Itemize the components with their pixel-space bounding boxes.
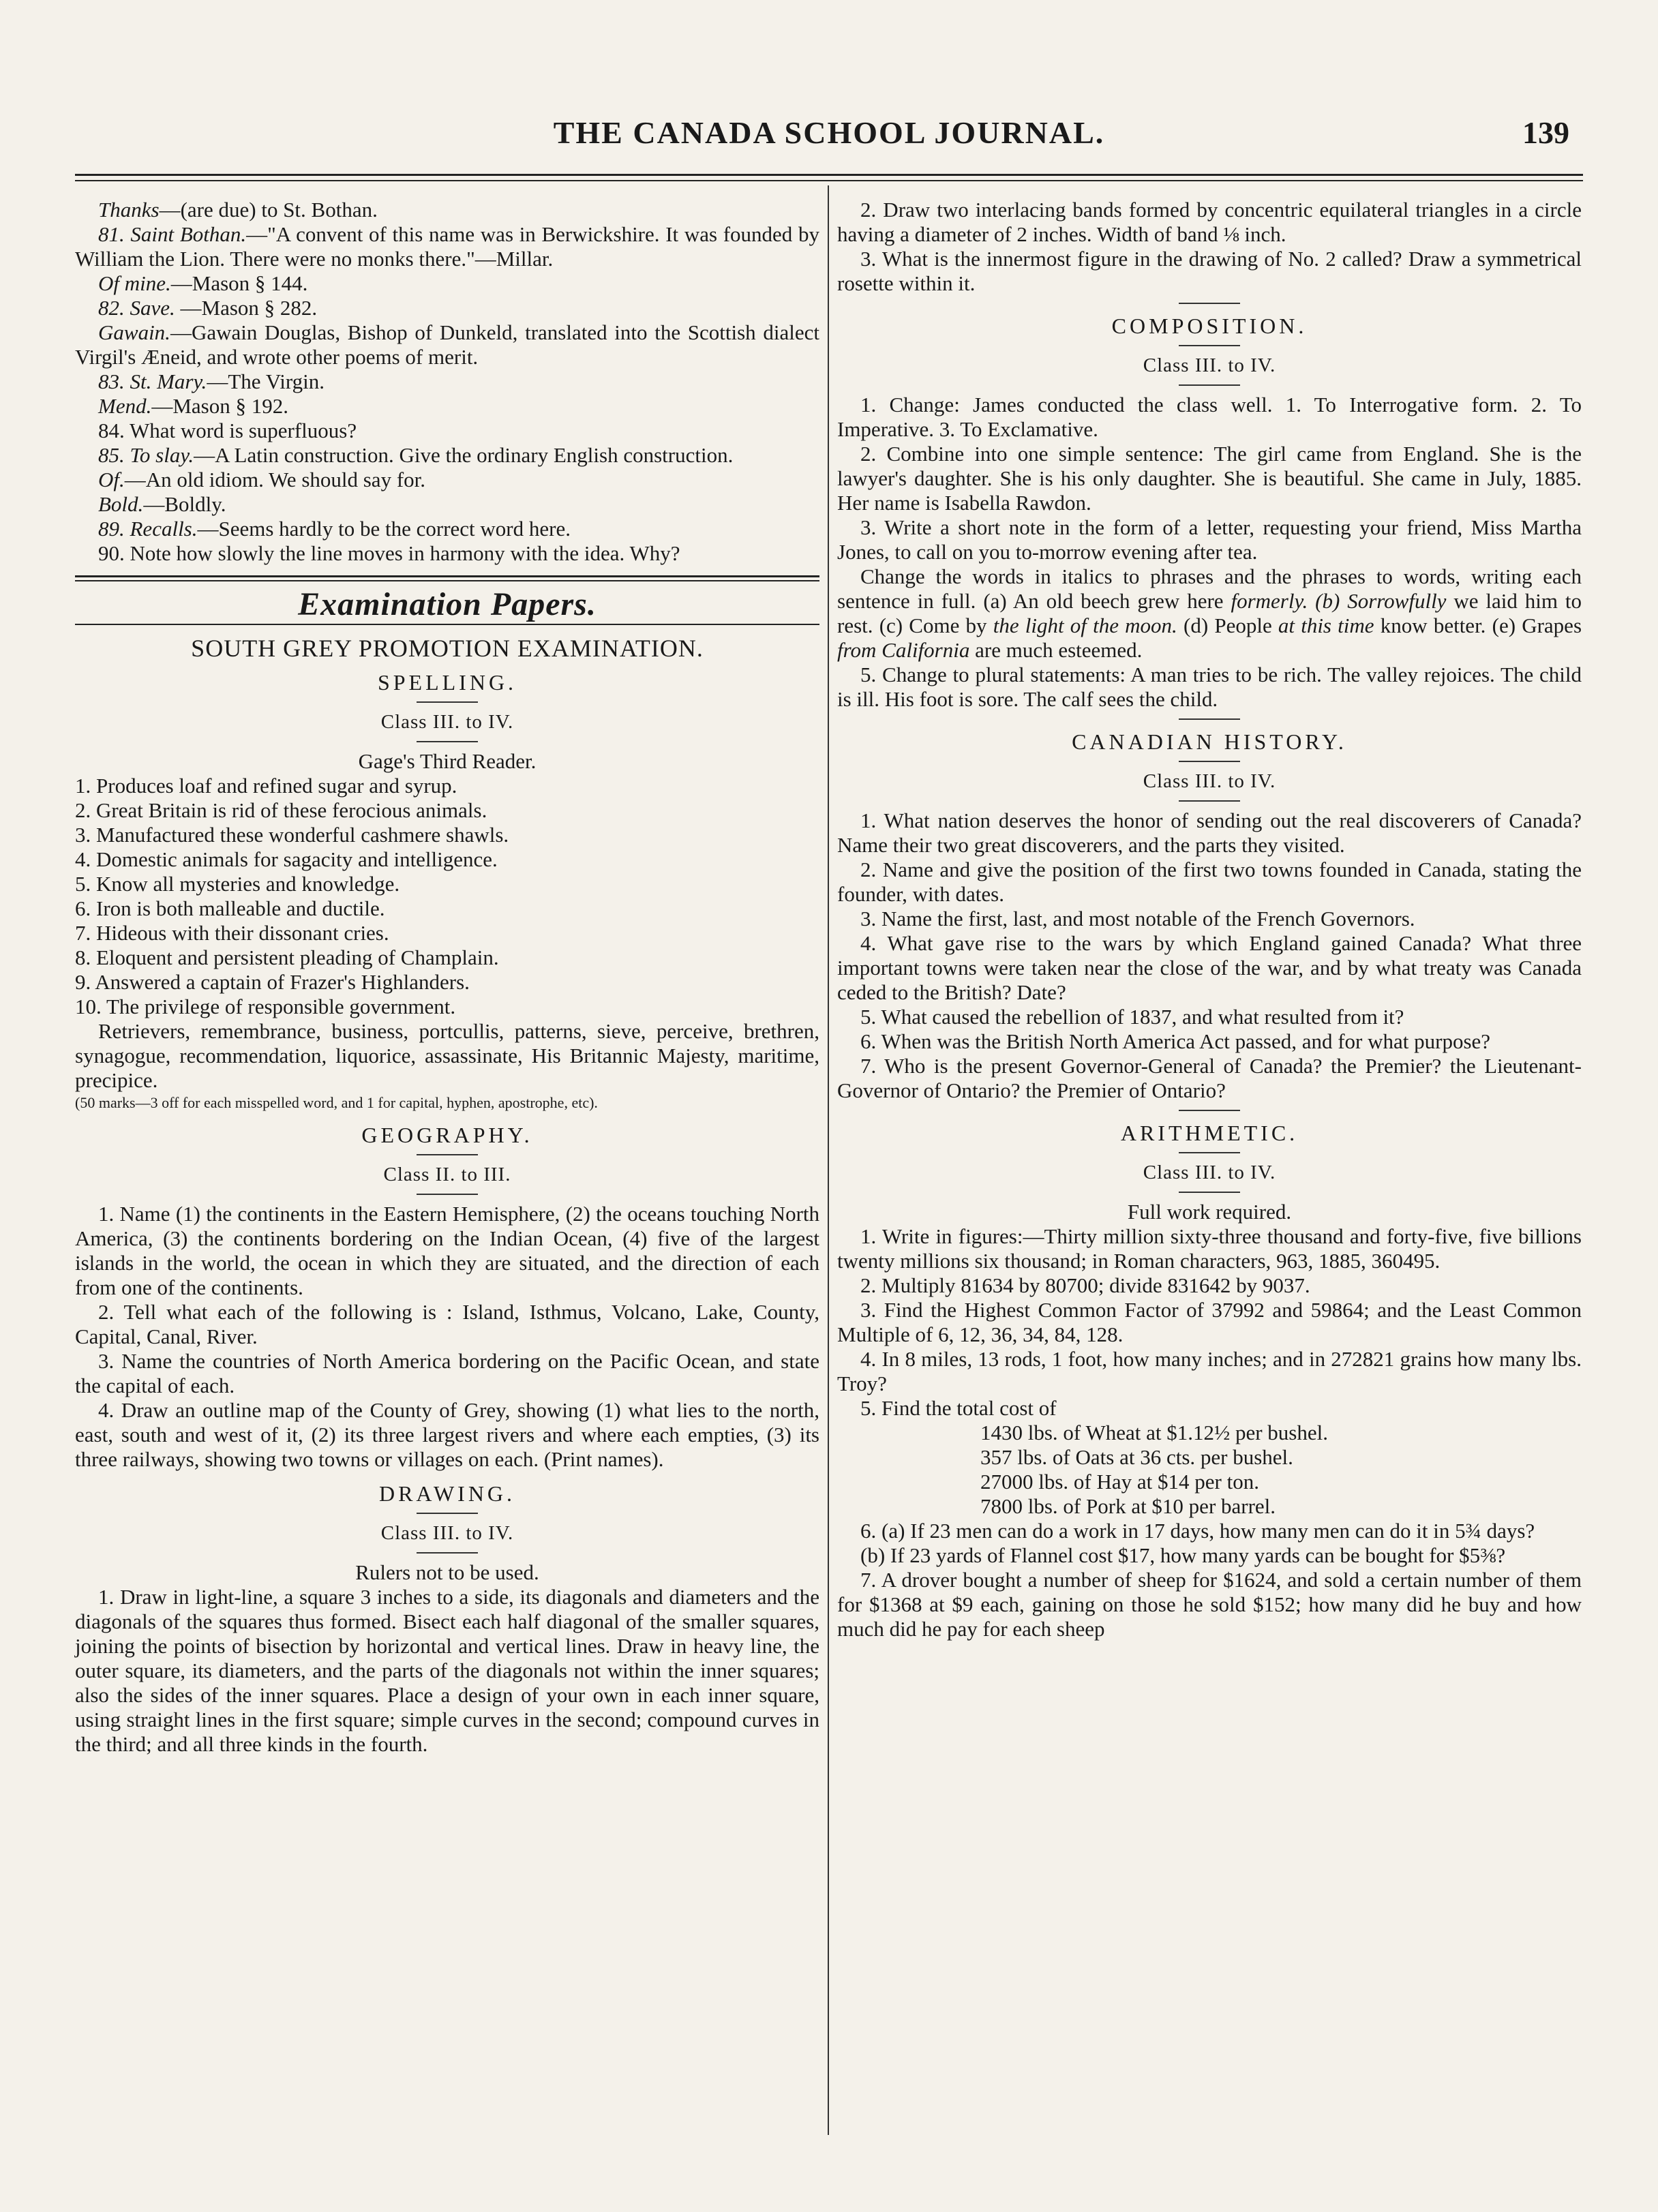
geography-question: 3. Name the countries of North America bordering on the Pacific Ocean, and state the capital of each. (75, 1349, 819, 1397)
note: Of mine.—Mason § 144. (98, 271, 308, 295)
composition-class: Class III. to IV. (1143, 354, 1276, 376)
running-head (75, 115, 1583, 162)
list-item: 8. Eloquent and persistent pleading of Champlain. (75, 945, 499, 969)
column-divider (828, 185, 829, 2135)
arithmetic-class: Class III. to IV. (1143, 1162, 1276, 1183)
cost-item: 357 lbs. of Oats at 36 cts. per bushel. (980, 1445, 1293, 1469)
drawing-title: DRAWING. (378, 1481, 516, 1506)
short-rule (417, 1194, 478, 1195)
history-question: 4. What gave rise to the wars by which England gained Canada? What three important towns were taken near the close of the war, and by what treaty was Canada ceded to the British? Date? (837, 931, 1582, 1004)
geography-title: GEOGRAPHY. (361, 1123, 533, 1147)
exam-title: SOUTH GREY PROMOTION EXAMINATION. (191, 635, 704, 662)
history-question: 3. Name the first, last, and most notable of the French Governors. (860, 907, 1415, 930)
note: 81. Saint Bothan.—"A convent of this name was in Berwickshire. It was founded by William the Lion. There were no monks there."—Millar. (75, 222, 819, 271)
short-rule (1179, 1192, 1240, 1193)
arithmetic-question: 3. Find the Highest Common Factor of 37992 and 59864; and the Least Common Multiple of 6, 12, 36, 34, 84, 128. (837, 1298, 1582, 1346)
short-rule (417, 1154, 478, 1155)
section-rule (75, 575, 819, 577)
list-item: 2. Great Britain is rid of these ferocious animals. (75, 798, 487, 822)
history-question: 7. Who is the present Governor-General of Canada? the Premier? the Lieutenant-Governor of Ontario? the Premier of Ontario? (837, 1054, 1582, 1102)
marks-note: (50 marks—3 off for each misspelled word, and 1 for capital, hyphen, apostrophe, etc). (75, 1094, 598, 1111)
note: Gawain.—Gawain Douglas, Bishop of Dunkeld, translated into the Scottish dialect Virgil's Æneid, and wrote other poems of merit. (75, 320, 819, 369)
short-rule (1179, 1110, 1240, 1111)
short-rule (1179, 1152, 1240, 1153)
spelling-title: SPELLING. (377, 670, 517, 695)
spelling-words: Retrievers, remembrance, business, portcullis, patterns, sieve, perceive, brethren, synagogue, recommendation, liquorice, assassinate, His Britannic Majesty, maritime, precipice. (75, 1019, 819, 1092)
drawing-class: Class III. to IV. (380, 1522, 514, 1544)
list-item: 7. Hideous with their dissonant cries. (75, 921, 389, 945)
arithmetic-question: 5. Find the total cost of (860, 1396, 1057, 1420)
note: Thanks—(are due) to St. Bothan. (98, 198, 378, 222)
note: 89. Recalls.—Seems hardly to be the correct word here. (98, 517, 571, 541)
drawing-note: Rulers not to be used. (355, 1560, 539, 1584)
section-rule-thin (75, 580, 819, 581)
header-rule (75, 174, 1583, 176)
short-rule (1179, 345, 1240, 346)
arithmetic-question: 7. A drover bought a number of sheep for $1624, and sold a certain number of them for $1368 at $9 each, gaining on those he sold $152; how many did he buy and how much did he pay for each sheep (837, 1568, 1582, 1641)
composition-question: 5. Change to plural statements: A man tries to be rich. The valley rejoices. The child is ill. His foot is sore. The calf sees the child. (837, 663, 1582, 711)
note: 90. Note how slowly the line moves in harmony with the idea. Why? (98, 541, 680, 565)
note: Mend.—Mason § 192. (98, 394, 288, 418)
history-title: CANADIAN HISTORY. (1072, 729, 1347, 754)
header-rule-thin (75, 180, 1583, 181)
short-rule (417, 1552, 478, 1554)
history-question: 6. When was the British North America Act passed, and for what purpose? (860, 1029, 1491, 1053)
arithmetic-question: 2. Multiply 81634 by 80700; divide 831642 by 9037. (860, 1273, 1310, 1297)
drawing-question: 2. Draw two interlacing bands formed by concentric equilateral triangles in a circle having a diameter of 2 inches. Width of band ⅛ inch. (837, 198, 1582, 246)
list-item: 9. Answered a captain of Frazer's Highlanders. (75, 970, 470, 994)
note: 82. Save. —Mason § 282. (98, 296, 318, 320)
short-rule (417, 741, 478, 742)
short-rule (1179, 800, 1240, 802)
list-item: 4. Domestic animals for sagacity and intelligence. (75, 847, 498, 871)
right-column (837, 198, 1582, 1641)
short-rule (417, 701, 478, 703)
spelling-source: Gage's Third Reader. (358, 749, 537, 773)
spelling-class: Class III. to IV. (380, 711, 514, 733)
note: 85. To slay.—A Latin construction. Give the ordinary English construction. (98, 443, 734, 467)
cost-item: 1430 lbs. of Wheat at $1.12½ per bushel. (980, 1421, 1328, 1444)
history-question: 1. What nation deserves the honor of sending out the real discoverers of Canada? Name their two great discoverers, and the parts they visited. (837, 808, 1582, 857)
composition-question: 2. Combine into one simple sentence: The girl came from England. She is the lawyer's daughter. She is his only daughter. She is beautiful. She came in July, 1885. Her name is Isabella Rawdon. (837, 442, 1582, 515)
arithmetic-question: 1. Write in figures:—Thirty million sixty-three thousand and forty-five, five billions twenty millions six thousand; in Roman characters, 963, 1885, 360495. (837, 1224, 1582, 1273)
cost-list (837, 1421, 1582, 1519)
journal-title: THE CANADA SCHOOL JOURNAL. (553, 115, 1105, 150)
composition-question: 1. Change: James conducted the class well. 1. To Interrogative form. 2. To Imperative. 3. To Exclamative. (837, 393, 1582, 441)
list-item: 3. Manufactured these wonderful cashmere shawls. (75, 823, 509, 847)
arithmetic-question: 6. (a) If 23 men can do a work in 17 days, how many men can do it in 5¾ days? (860, 1519, 1535, 1543)
composition-title: COMPOSITION. (1111, 314, 1308, 338)
geography-class: Class II. to III. (383, 1164, 511, 1185)
note: 83. St. Mary.—The Virgin. (98, 369, 325, 393)
short-rule (1179, 761, 1240, 762)
section-heading: Examination Papers. (298, 586, 597, 622)
geography-question: 4. Draw an outline map of the County of Grey, showing (1) what lies to the north, east, south and west of it, (2) its three largest rivers and where each empties, (3) its three railways, showing two towns or villages on each. (Print names). (75, 1398, 819, 1471)
notes-block (75, 198, 819, 566)
list-item: 5. Know all mysteries and knowledge. (75, 872, 400, 896)
arithmetic-question: (b) If 23 yards of Flannel cost $17, how many yards can be bought for $5⅜? (860, 1543, 1506, 1567)
short-rule (1179, 303, 1240, 304)
history-class: Class III. to IV. (1143, 770, 1276, 792)
section-heading-rule (75, 624, 819, 625)
arithmetic-title: ARITHMETIC. (1120, 1121, 1299, 1145)
short-rule (417, 1513, 478, 1514)
arithmetic-note: Full work required. (1127, 1200, 1292, 1224)
list-item: 10. The privilege of responsible government. (75, 995, 456, 1018)
note: 84. What word is superfluous? (98, 419, 357, 442)
page-number: 139 (1522, 115, 1569, 150)
cost-item: 27000 lbs. of Hay at $14 per ton. (980, 1470, 1259, 1494)
note: Bold.—Boldly. (98, 492, 226, 516)
drawing-question: 1. Draw in light-line, a square 3 inches to a side, its diagonals and diameters and the diagonals of the squares thus formed. Bisect each half diagonal of the smaller squares, joining the points of bisection by horizontal and vertical lines. Draw in heavy line, the outer square, its diameters, and the parts of the diagonals not within the inner squares; also the sides of the inner squares. Place a design of your own in each inner square, using straight lines in the first square; simple curves in the second; compound curves in the third; and all three kinds in the fourth. (75, 1585, 819, 1756)
short-rule (1179, 384, 1240, 386)
left-column (75, 198, 819, 1757)
drawing-question: 3. What is the innermost figure in the drawing of No. 2 called? Draw a symmetrical rosette within it. (837, 247, 1582, 295)
short-rule (1179, 718, 1240, 720)
geography-question: 1. Name (1) the continents in the Eastern Hemisphere, (2) the oceans touching North America, (3) the continents bordering on the Indian Ocean, (4) five of the largest islands in the world, the ocean in which they are situated, and the direction of each from one of the continents. (75, 1202, 819, 1299)
composition-question-4: Change the words in italics to phrases and the phrases to words, writing each sentence in full. (a) An old beech grew here formerly. (b) Sorrowfully we laid him to rest. (c) Come by the light of the moon. (d) People at this time know better. (e) Grapes from California are much esteemed. (837, 564, 1582, 662)
note: Of.—An old idiom. We should say for. (98, 468, 426, 491)
spelling-list (75, 774, 819, 1019)
geography-question: 2. Tell what each of the following is : Island, Isthmus, Volcano, Lake, County, Capital, Canal, River. (75, 1300, 819, 1348)
list-item: 1. Produces loaf and refined sugar and syrup. (75, 774, 457, 798)
history-question: 2. Name and give the position of the first two towns founded in Canada, stating the founder, with dates. (837, 858, 1582, 906)
cost-item: 7800 lbs. of Pork at $10 per barrel. (980, 1494, 1276, 1518)
list-item: 6. Iron is both malleable and ductile. (75, 896, 385, 920)
arithmetic-question: 4. In 8 miles, 13 rods, 1 foot, how many inches; and in 272821 grains how many lbs. Troy? (837, 1347, 1582, 1395)
history-question: 5. What caused the rebellion of 1837, and what resulted from it? (860, 1005, 1404, 1029)
composition-question: 3. Write a short note in the form of a letter, requesting your friend, Miss Martha Jones, to call on you to-morrow evening after tea. (837, 515, 1582, 564)
